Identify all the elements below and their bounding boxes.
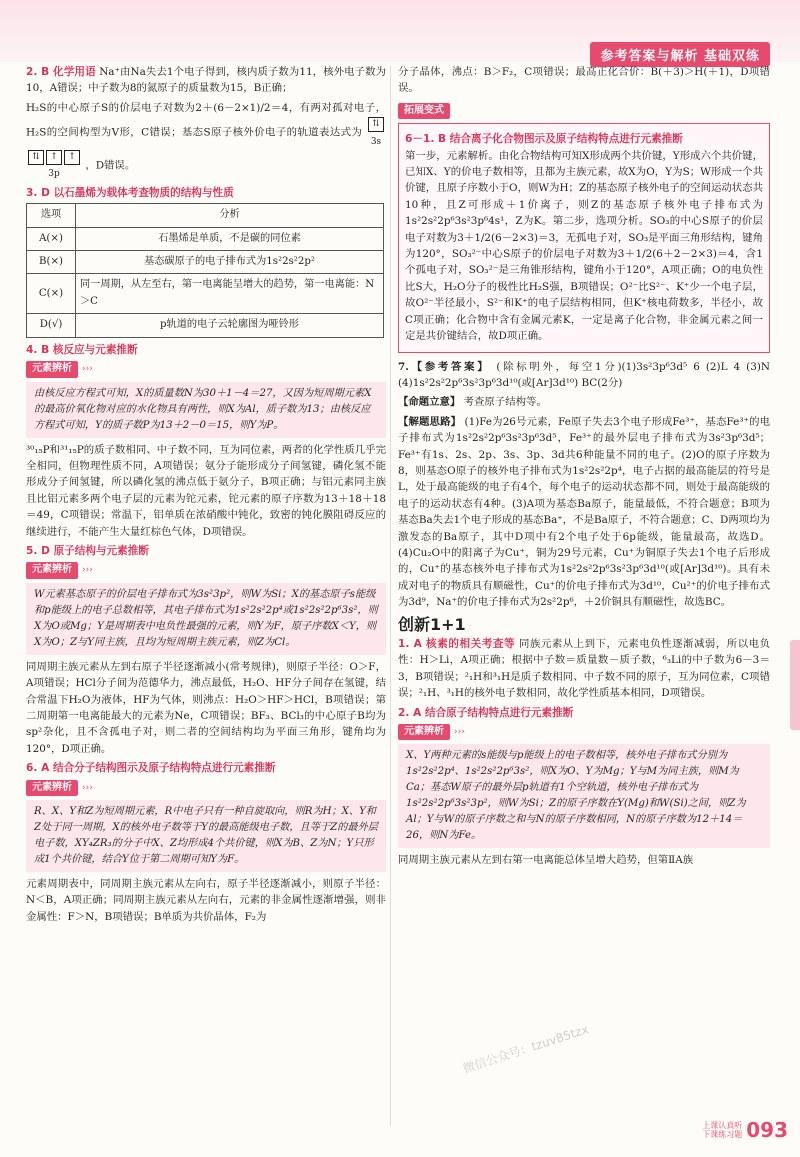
innov-q2-analysis-box: X、Y两种元素的s能级与p能级上的电子数相等，核外电子排布式分别为1s²2s²2p⁴、1s²2s²2p⁶3s²，则X为O、Y为Mg；Y与M为同主族，则M为Ca；基态W原子的最外层p轨道有1个空轨道，核外电子排布式为1s²2s²2p⁶3s²3p²，则W为Si；Z的原子序数在Y(Mg)和W(Si)之间，则Z为Al；Y与W的原子序数之和与N的原子序数相同，N的原子序数为12＋14＝26，则N为Fe。 bbox=[398, 744, 770, 848]
left-column bbox=[26, 64, 386, 928]
q4-analysis-box: 由核反应方程式可知，X的质量数N为30＋1－4＝27，又因为短周期元素X的最高价氧化物对应的水化物具有两性，则X为Al，质子数为13；由核反应方程式可知，Y的质子数P为13＋2－0＝15，则Y为P。 bbox=[26, 382, 386, 438]
orbital-3s: ⇅ 3s bbox=[366, 116, 386, 149]
question-6 bbox=[26, 760, 386, 925]
q3-head: 3. D 以石墨烯为载体考查物质的结构与性质 bbox=[26, 186, 234, 199]
element-analysis-tag: 元素辨析 bbox=[26, 361, 78, 377]
table-row: D(√) p轨道的电子云轮廓图为哑铃形 bbox=[27, 314, 384, 337]
chevron-icon: ››› bbox=[82, 782, 93, 793]
innov-q2-head: 2. A 结合原子结构特点进行元素推断 bbox=[398, 706, 574, 719]
innovation-section bbox=[398, 614, 770, 869]
ext-head: 6－1. B 结合离子化合物图示及原子结构特点进行元素推断 bbox=[405, 133, 683, 146]
table-row: B(×) 基态碳原子的电子排布式为1s²2s²2p² bbox=[27, 251, 384, 274]
q6-continued: 分子晶体，沸点：B＞F₂，C项错误；最高正化合价：B(＋3)＞H(＋1)，D项错误。 bbox=[398, 66, 770, 95]
chevron-icon: ››› bbox=[82, 364, 93, 375]
q5-head: 5. D 原子结构与元素推断 bbox=[26, 544, 149, 557]
table-row: A(×) 石墨烯是单质，不是碳的同位素 bbox=[27, 227, 384, 250]
q4-p1: ³⁰₁₅P和³¹₁₅P的质子数相同、中子数不同，互为同位素，两者的化学性质几乎完全相同，但物理性质不同，A项错误；氨分子能形成分子间氢键，磷化氢不能形成分子间氢键，所以磷化氢的沸点低于氨分子，B项正确；与铝元素同主族且比铝元素多两个电子层的元素为铊元素，铊元素的原子序数为13＋18＋18＝49，C项错误；常温下，铝单质在浓硝酸中钝化，致密的钝化膜阻碍反应的继续进行，不能产生大量红棕色气体，D项错误。 bbox=[26, 443, 386, 538]
q5-p1: 同周期主族元素从左到右原子半径逐渐减小(常考规律)，则原子半径：O＞F，A项错误；HCl分子间为范德华力，沸点最低，H₂O、HF分子间存在氢键，结合常温下H₂O为液体，HF为气体，则沸点：H₂O＞HF＞HCl，B项错误；第二周期第一电离能最大的元素为Ne，C项错误；BF₃、BCl₃的中心原子B均为sp²杂化，且不含孤电子对，则二者的空间结构均为平面三角形，键角均为120°，D项正确。 bbox=[26, 660, 386, 755]
table-header-analysis: 分析 bbox=[76, 204, 384, 227]
question-4 bbox=[26, 342, 386, 540]
side-tab bbox=[790, 640, 800, 730]
q3-analysis-table bbox=[26, 203, 384, 337]
innovation-title: 创新1+1 bbox=[398, 614, 466, 634]
table-header-option: 选项 bbox=[27, 204, 76, 227]
q7-answer: (除标明外，每空1分)(1)3s²3p⁶3d⁵ 6 (2)L 4 (3)N (4)1s²2s²2p⁶3s²3p⁶3d¹⁰(或[Ar]3d¹⁰) BC(2分) bbox=[398, 360, 770, 389]
q2-p1: Na⁺由Na失去1个电子得到，核内质子数为11，核外电子数为10，A错误；中子数为8的氮原子的质量数为15，B正确； bbox=[26, 66, 386, 95]
q7-solution: (1)Fe为26号元素，Fe原子失去3个电子形成Fe³⁺，基态Fe³⁺的电子排布式为1s²2s²2p⁶3s²3p⁶3d⁵，Fe³⁺的最外层电子排布式为3s²3p⁶3d⁵；Fe³⁺有1s、2s、2p、3s、3p、3d共6种能量不同的电子。(2)O的原子序数为8，则基态O原子的核外电子排布式为1s²2s²2p⁴，电子占据的最高能层的符号是L，处于最高能级的电子有4个，每个电子的运动状态都不同，则处于最高能级的电子的运动状态有4种。(3)A项为基态Ba原子，能量最低，不符合题意；B项为基态Ba失去1个电子形成的基态Ba⁺，不是Ba原子，不符合题意；C、D两项均为激发态的Ba原子，其中D项中有2个电子处于6p能级，能量最高，故选D。(4)Cu₂O中的阳离子为Cu⁺，铜为29号元素，Cu⁺为铜原子失去1个电子后形成的，Cu⁺的基态核外电子排布式为1s²2s²2p⁶3s²3p⁶3d¹⁰(或[Ar]3d¹⁰)。具有未成对电子的物质具有顺磁性，Cu⁺的价电子排布式为3d¹⁰，Cu²⁺的价电子排布式为3d⁹，Na⁺的价电子排布式为2s²2p⁶，＋2价铜具有顺磁性，故选BC。 bbox=[398, 415, 771, 609]
question-2 bbox=[26, 64, 386, 182]
watermark: 微信公众号：tzuv85tzx bbox=[461, 1022, 591, 1076]
chevron-icon: ››› bbox=[454, 727, 465, 738]
q4-head: 4. B 核反应与元素推断 bbox=[26, 343, 138, 356]
footer-slogan: 上课认真听 下课练习题 bbox=[702, 1121, 743, 1139]
q2-p2: H₂S的中心原子S的价层电子对数为2＋(6－2×1)/2＝4，有两对孤对电子，H₂S的空间构型为V形，C错误；基态S原子核外价电子的轨道表达式为 bbox=[26, 101, 386, 139]
extension-tag: 拓展变式 bbox=[398, 103, 450, 119]
table-row: C(×) 同一周期，从左至右，第一电离能呈增大的趋势，第一电离能：N＞C bbox=[27, 274, 384, 314]
question-7 bbox=[398, 359, 770, 611]
page-header-title: 参考答案与解析 基础双练 bbox=[590, 42, 770, 67]
q5-analysis-box: W元素基态原子的价层电子排布式为3s²3p²，则W为Si；X的基态原子s能级和p能级上的电子总数相等，其电子排布式为1s²2s²2p⁴或1s²2s²2p⁶3s²，则X为O或Mg；Y是周期表中电负性最强的元素，则Y为F，原子序数X＜Y，则X为O；Z与Y同主族，且均为短周期主族元素，则Z为Cl。 bbox=[26, 583, 386, 655]
q6-head: 6. A 结合分子结构图示及原子结构特点进行元素推断 bbox=[26, 762, 276, 775]
ext-p1: 第一步，元素解析。由化合物结构可知X形成两个共价键，Y形成六个共价键，已知X、Y的价电子数相等，且都为主族元素，故X为O，Y为S；W形成一个共价键，且原子序数小于O，则W为H；Z的基态原子核外电子的空间运动状态共10种，且Z可形成＋1价离子，则Z的基态原子核外电子排布式为1s²2s²2p⁶3s²3p⁶4s¹，Z为K。第二步，选项分析。SO₃的中心S原子的价层电子对数为3＋1/2(6－2×3)＝3，无孤电子对，SO₃是平面三角形结构，键角为120°，SO₃²⁻中心S原子的价层电子对数为3＋1/2(6＋2－2×3)＝4，含1个孤电子对，SO₃²⁻是三角锥形结构，键角小于120°，A项正确；O的电负性比S大，H₂O分子的极性比H₂S强，B项错误；O²⁻比S²⁻、K⁺少一个电子层，故O²⁻半径最小，S²⁻和K⁺的电子层结构相同，但K⁺核电荷数多，半径小，故C项正确；化合物中含有金属元素K，一定是离子化合物，非金属元素之间一定是共价键结合，故D项正确。 bbox=[405, 149, 763, 343]
right-column bbox=[398, 64, 770, 872]
element-analysis-tag: 元素辨析 bbox=[26, 780, 78, 796]
element-analysis-tag: 元素辨析 bbox=[26, 562, 78, 578]
page-footer bbox=[702, 1118, 788, 1142]
q7-answer-head: 7.【参考答案】 bbox=[398, 360, 491, 373]
q2-p3: ，D错误。 bbox=[85, 159, 136, 172]
orbital-3p: ⇅ ↑ ↑ 3p bbox=[26, 149, 82, 182]
chevron-icon: ››› bbox=[82, 565, 93, 576]
innov-q2-p1: 同周期主族元素从左到右第一电离能总体呈增大趋势，但第ⅡA族 bbox=[398, 854, 694, 867]
element-analysis-tag: 元素辨析 bbox=[398, 724, 450, 740]
q6-p1: 元素周期表中，同周期主族元素从左向右，原子半径逐渐减小，则原子半径：N＜B，A项正确；同周期主族元素从左向右，元素的非金属性逐渐增强，则非金属性：F＞N，B项错误；B单质为共价晶体，F₂为 bbox=[26, 878, 386, 923]
question-5 bbox=[26, 543, 386, 757]
q6-analysis-box: R、X、Y和Z为短周期元素，R中电子只有一种自旋取向，则R为H；X、Y和Z处于同一周期，X的核外电子数等于Y的最高能级电子数，且等于Z的最外层电子数，XY₄ZR₃的分子中X、Z均形成4个共价键，则X为B、Z为N；Y只形成1个共价键，结合Y位于第二周期可知Y为F。 bbox=[26, 800, 386, 872]
q7-intent-head: 【命题立意】 bbox=[398, 396, 461, 409]
question-3 bbox=[26, 185, 386, 338]
column-divider bbox=[390, 66, 391, 1126]
q7-solution-head: 【解题思路】 bbox=[398, 415, 462, 428]
extension-variant bbox=[398, 100, 770, 353]
innov-q1-head: 1. A 核素的相关考查等 bbox=[398, 638, 516, 650]
innov-q1-text: 同族元素从上到下，元素电负性逐渐减弱，所以电负性：H＞Li，A项正确；根据中子数＝质量数－质子数，⁶₃Li的中子数为6－3＝3，B项错误；²₁H和³₁H是质子数相同、中子数不同的原子，互为同位素，C项错误；²₁H、³₁H的核外电子数相同，故化学性质基本相同，D项错误。 bbox=[398, 638, 770, 700]
q7-intent: 考查原子结构等。 bbox=[463, 396, 547, 409]
q2-head: 2. B 化学用语 bbox=[26, 66, 96, 78]
page-number: 093 bbox=[746, 1118, 788, 1142]
extension-box bbox=[398, 123, 770, 352]
